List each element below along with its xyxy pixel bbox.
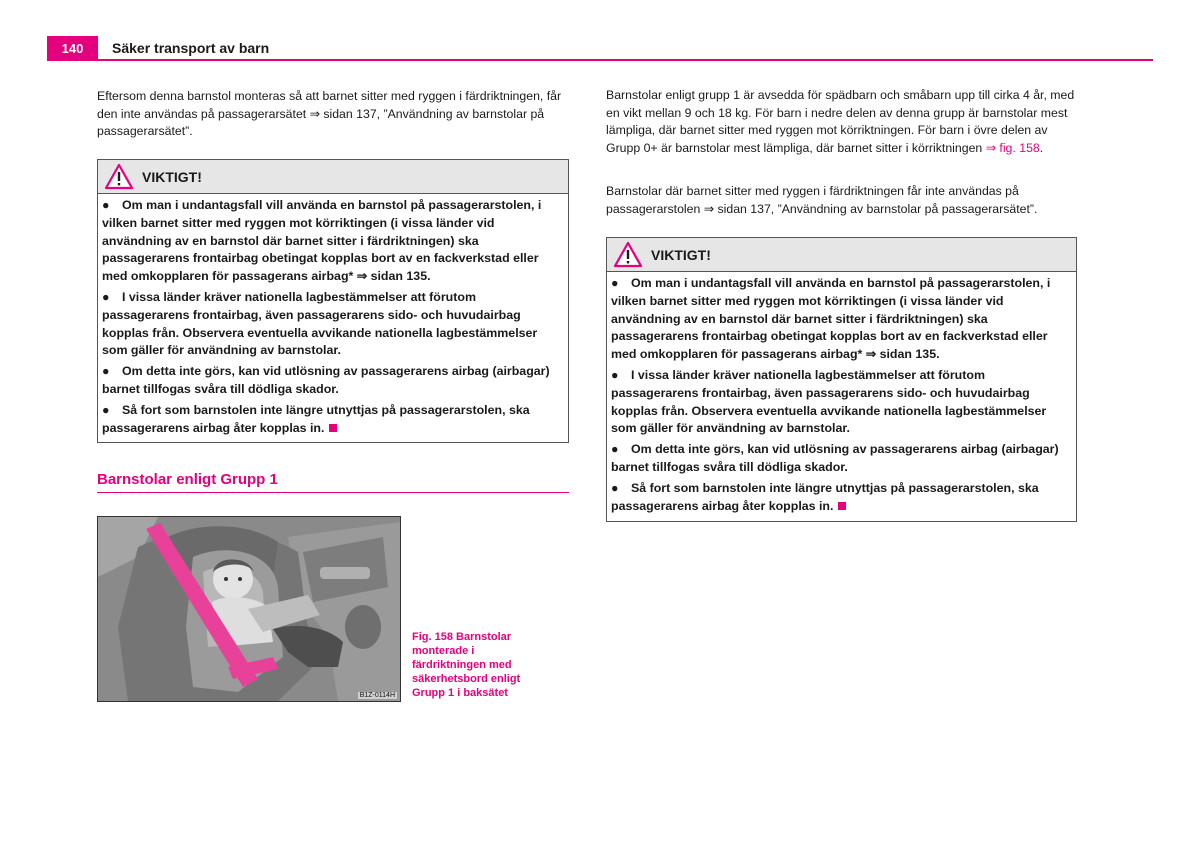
bullet-icon: ● bbox=[611, 480, 619, 495]
warning-item: ● I vissa länder kräver nationella lagbestämmelser att förutom passagerarens frontairbag, även passagerarens sido- och huvudairbag kopplas från. Observera eventuella avvikande nationella lagbestämmelser som gäller för användning av barnstolar. bbox=[102, 289, 538, 358]
warning-box-left bbox=[97, 159, 569, 443]
right-paragraph-1: Barnstolar enligt grupp 1 är avsedda för spädbarn och småbarn upp till cirka 4 år, med en vikt mellan 9 och 18 kg. För barn i nedre delen av denna grupp är barnstolar mest lämpliga, där barnet sitter med ryggen mot körriktningen. För barn i övre delen av Grupp 0+ är barnstolar mest lämpliga, där barnet sitter i körriktningen ⇒ fig. 158. bbox=[606, 88, 1075, 155]
warning-header bbox=[607, 238, 1076, 272]
warning-item: ● Om man i undantagsfall vill använda en barnstol på passagerarstolen, i vilken barnet sitter med ryggen mot körriktingen (i vissa länder vid användning av en barnstol där barnet sitter i färdriktningen) ska passagerarens frontairbag obetingat kopplas bort av en fackverkstad eller med omkopplaren för passagerans airbag* ⇒ sidan 135. bbox=[611, 276, 1051, 362]
warning-item: ● Om detta inte görs, kan vid utlösning av passagerarens airbag (airbagar) barnet tillfogas svåra till dödliga skador. bbox=[102, 364, 550, 396]
bullet-icon: ● bbox=[611, 367, 619, 382]
warning-item: ● Så fort som barnstolen inte längre utnyttjas på passagerarstolen, ska passagerarens airbag åter kopplas in. bbox=[102, 402, 530, 435]
warning-item: ● I vissa länder kräver nationella lagbestämmelser att förutom passagerarens frontairbag, även passagerarens sido- och huvudairbag kopplas från. Observera eventuella avvikande nationella lagbestämmelser som gäller för användning av barnstolar. bbox=[611, 367, 1047, 436]
end-square-icon bbox=[329, 424, 337, 432]
right-paragraph-2: Barnstolar där barnet sitter med ryggen i färdriktningen får inte användas på passagerarstolen ⇒ sidan 137, ”Användning av barnstolar på passagerarsätet”. bbox=[606, 184, 1038, 216]
warning-triangle-icon bbox=[613, 241, 643, 268]
figure-code: B1Z-0114H bbox=[359, 692, 395, 699]
header-rule bbox=[47, 59, 1153, 61]
bullet-icon: ● bbox=[611, 276, 619, 290]
warning-title: VIKTIGT! bbox=[651, 246, 711, 263]
warning-item: ● Så fort som barnstolen inte längre utnyttjas på passagerarstolen, ska passagerarens airbag åter kopplas in. bbox=[611, 480, 1039, 513]
warning-item: ● Om man i undantagsfall vill använda en barnstol på passagerarstolen, i vilken barnet sitter med ryggen mot körriktingen (i vissa länder vid användning av en barnstol där barnet sitter i färdriktningen) ska passagerarens frontairbag obetingat kopplas bort av en fackverkstad eller med omkopplaren för passagerans airbag* ⇒ sidan 135. bbox=[102, 198, 542, 284]
bullet-icon: ● bbox=[102, 402, 110, 417]
bullet-icon: ● bbox=[102, 364, 110, 379]
section-rule bbox=[97, 492, 569, 493]
warning-triangle-icon bbox=[104, 163, 134, 190]
end-square-icon bbox=[838, 502, 846, 510]
bullet-icon: ● bbox=[102, 289, 110, 304]
page-number: 140 bbox=[47, 36, 98, 61]
figure-link[interactable]: ⇒ fig. 158 bbox=[985, 140, 1040, 155]
section-title: Barnstolar enligt Grupp 1 bbox=[97, 471, 278, 488]
bullet-icon: ● bbox=[611, 442, 619, 457]
bullet-icon: ● bbox=[102, 198, 110, 212]
warning-header bbox=[98, 160, 568, 194]
child-seat-illustration bbox=[98, 517, 400, 701]
page-title: Säker transport av barn bbox=[112, 40, 270, 56]
figure-caption: Fig. 158 Barnstolar monterade i färdriktningen med säkerhetsbord enligt Grupp 1 i baksätet bbox=[412, 631, 521, 699]
figure-child-seat bbox=[97, 516, 401, 702]
warning-box-right bbox=[606, 237, 1077, 522]
warning-title: VIKTIGT! bbox=[142, 168, 202, 185]
intro-paragraph: Eftersom denna barnstol monteras så att barnet sitter med ryggen i färdriktningen, får den inte användas på passagerarsätet ⇒ sidan 137, ”Användning av barnstolar på passagerarsätet”. bbox=[97, 89, 562, 139]
warning-item: ● Om detta inte görs, kan vid utlösning av passagerarens airbag (airbagar) barnet tillfogas svåra till dödliga skador. bbox=[611, 442, 1059, 474]
